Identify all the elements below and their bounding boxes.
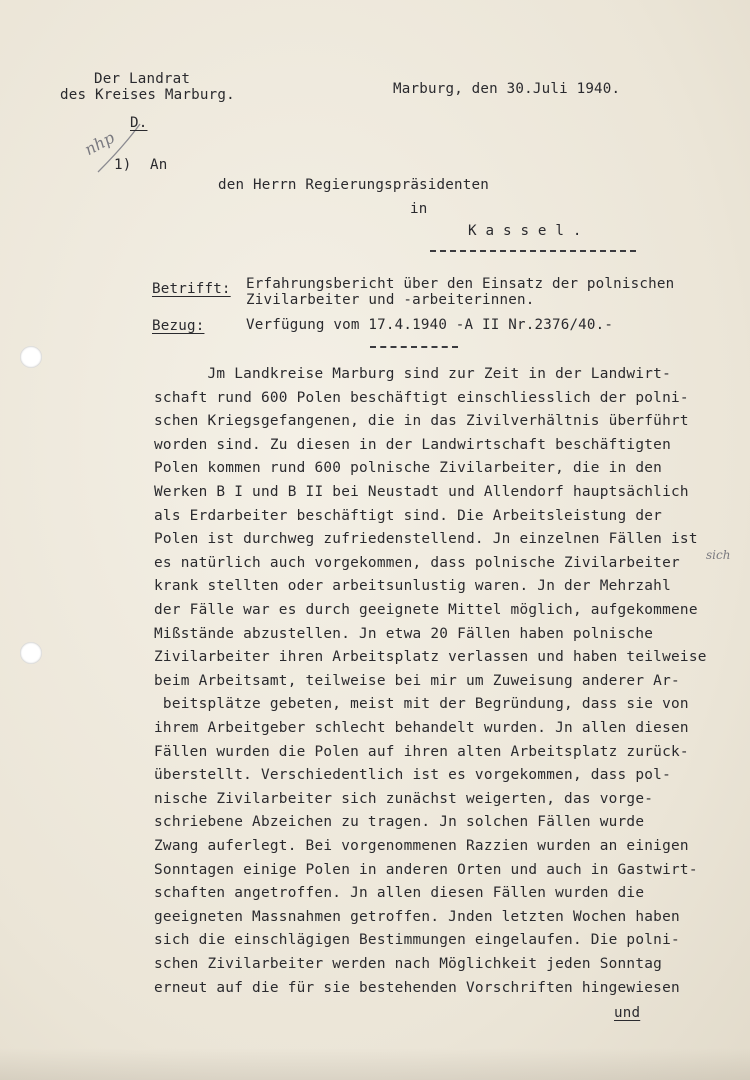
body-line: Polen ist durchweg zufriedenstellend. Jn einzelnen Fällen ist [154,531,698,548]
handwritten-initials: nhp [81,127,118,160]
body-line: beitsplätze gebeten, meist mit der Begründung, dass sie von [154,696,689,713]
punch-hole-upper [20,346,42,368]
body-line: Polen kommen rund 600 polnische Zivilarbeiter, die in den [154,460,663,477]
body-line: Mißstände abzustellen. Jn etwa 20 Fällen haben polnische [154,625,654,642]
body-line: Sonntagen einige Polen in anderen Orten und auch in Gastwirt- [154,861,698,878]
body-line: Fällen wurden die Polen auf ihren alten Arbeitsplatz zurück- [154,743,689,760]
body-line: sich die einschlägigen Bestimmungen eingelaufen. Die polni- [154,932,680,949]
body-line: überstellt. Verschiedentlich ist es vorgekommen, dass pol- [154,767,672,784]
body-line: schaften angetroffen. Jn allen diesen Fällen wurden die [154,885,645,902]
body-line: Zivilarbeiter ihren Arbeitsplatz verlassen und haben teilweise [154,649,707,666]
body-line: geeigneten Massnahmen getroffen. Jnden letzten Wochen haben [154,908,680,925]
recipient-underline [430,250,636,252]
punch-hole-lower [20,642,42,664]
body-line: als Erdarbeiter beschäftigt sind. Die Arbeitsleistung der [154,507,663,524]
body-line: Werken B I und B II bei Neustadt und Allendorf hauptsächlich [154,484,689,500]
recipient-line-2: in [410,201,428,217]
body-line: Jm Landkreise Marburg sind zur Zeit in der Landwirt- [154,366,672,382]
subject-label: Betrifft: [152,281,231,297]
place-date: Marburg, den 30.Juli 1940. [393,81,621,97]
body-line: der Fälle war es durch geeignete Mittel möglich, aufgekommene [154,602,698,618]
body-line: worden sind. Zu diesen in der Landwirtschaft beschäftigten [154,436,672,453]
margin-note: sich [706,548,731,562]
recipient-line-1: den Herrn Regierungspräsidenten [218,177,489,193]
continuation-word: und [614,1005,641,1021]
body-line: schaft rund 600 Polen beschäftigt einschliesslich der polni- [154,389,689,406]
page-bottom-edge [0,1048,750,1080]
body-line: nische Zivilarbeiter sich zunächst weigerten, das vorge- [154,790,654,807]
body-line: schriebene Abzeichen zu tragen. Jn solchen Fällen wurde [154,814,645,831]
reference-text: Verfügung vom 17.4.1940 -A II Nr.2376/40.- [246,317,614,333]
body-line: krank stellten oder arbeitsunlustig waren. Jn der Mehrzahl [154,578,672,595]
body-line: ihrem Arbeitgeber schlecht behandelt wurden. Jn allen diesen [154,720,689,736]
body-line: es natürlich auch vorgekommen, dass polnische Zivilarbeiter [154,554,680,571]
body-line: erneut auf die für sie bestehenden Vorschriften hingewiesen [154,979,680,996]
reference-label: Bezug: [152,318,205,334]
body-line: Zwang auferlegt. Bei vorgenommenen Razzien wurden an einigen [154,838,689,854]
body-line: beim Arbeitsamt, teilweise bei mir um Zuweisung anderer Ar- [154,672,680,689]
subject-line-2: Zivilarbeiter und -arbeiterinnen. [246,292,535,308]
subject-line-1: Erfahrungsbericht über den Einsatz der polnischen [246,276,675,292]
item-number: 1) [114,157,132,173]
marker-d: D. [130,115,148,131]
salutation-an: An [150,157,168,173]
reference-separator [370,346,458,348]
body-line: schen Zivilarbeiter werden nach Möglichkeit jeden Sonntag [154,956,663,972]
body-line: schen Kriegsgefangenen, die in das Zivilverhältnis überführt [154,413,689,430]
sender-line-1: Der Landrat [94,71,191,87]
recipient-city: K a s s e l . [468,223,582,239]
sender-line-2: des Kreises Marburg. [60,87,235,103]
